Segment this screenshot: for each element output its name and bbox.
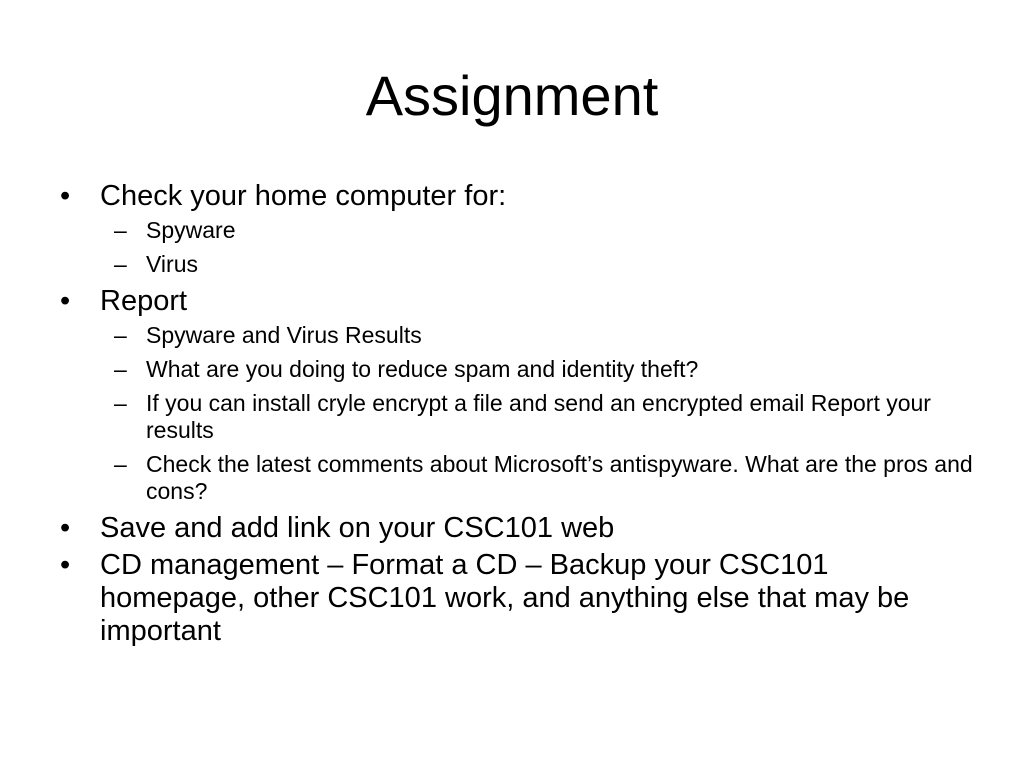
bullet-item-cd-management <box>56 549 976 648</box>
sub-item-results <box>100 322 976 349</box>
slide-body <box>56 180 976 652</box>
sub-item-virus <box>100 251 976 278</box>
sub-item-text: Check the latest comments about Microsoft’s antispyware. What are the pros and cons? <box>146 451 973 504</box>
sub-marker: – <box>114 356 127 382</box>
sub-marker: – <box>114 251 127 277</box>
sub-item-text: Virus <box>146 251 198 277</box>
bullet-marker: • <box>60 549 71 581</box>
sub-item-text: Spyware and Virus Results <box>146 322 422 348</box>
bullet-text: Check your home computer for: <box>100 180 507 212</box>
sub-marker: – <box>114 390 127 416</box>
bullet-text: CD management – Format a CD – Backup your CSC101 homepage, other CSC101 work, and anything else that may be important <box>100 549 910 647</box>
sub-item-encrypt <box>100 390 976 444</box>
bullet-item-report <box>56 285 976 505</box>
sub-item-text: What are you doing to reduce spam and identity theft? <box>146 356 699 382</box>
bullet-item-save-link <box>56 512 976 545</box>
bullet-marker: • <box>60 180 71 212</box>
sub-list <box>100 322 976 505</box>
bullet-marker: • <box>60 512 71 544</box>
sub-marker: – <box>114 322 127 348</box>
bullet-text: Report <box>100 285 188 317</box>
sub-item-text: Spyware <box>146 217 236 243</box>
sub-list <box>100 217 976 278</box>
slide-title: Assignment <box>365 64 659 127</box>
bullet-marker: • <box>60 285 71 317</box>
sub-marker: – <box>114 217 127 243</box>
sub-item-spyware <box>100 217 976 244</box>
sub-item-antispyware <box>100 451 976 505</box>
sub-item-text: If you can install cryle encrypt a file and send an encrypted email Report your results <box>146 390 931 443</box>
bullet-item-check-computer <box>56 180 976 278</box>
sub-marker: – <box>114 451 127 477</box>
bullet-text: Save and add link on your CSC101 web <box>100 512 615 544</box>
sub-item-spam <box>100 356 976 383</box>
